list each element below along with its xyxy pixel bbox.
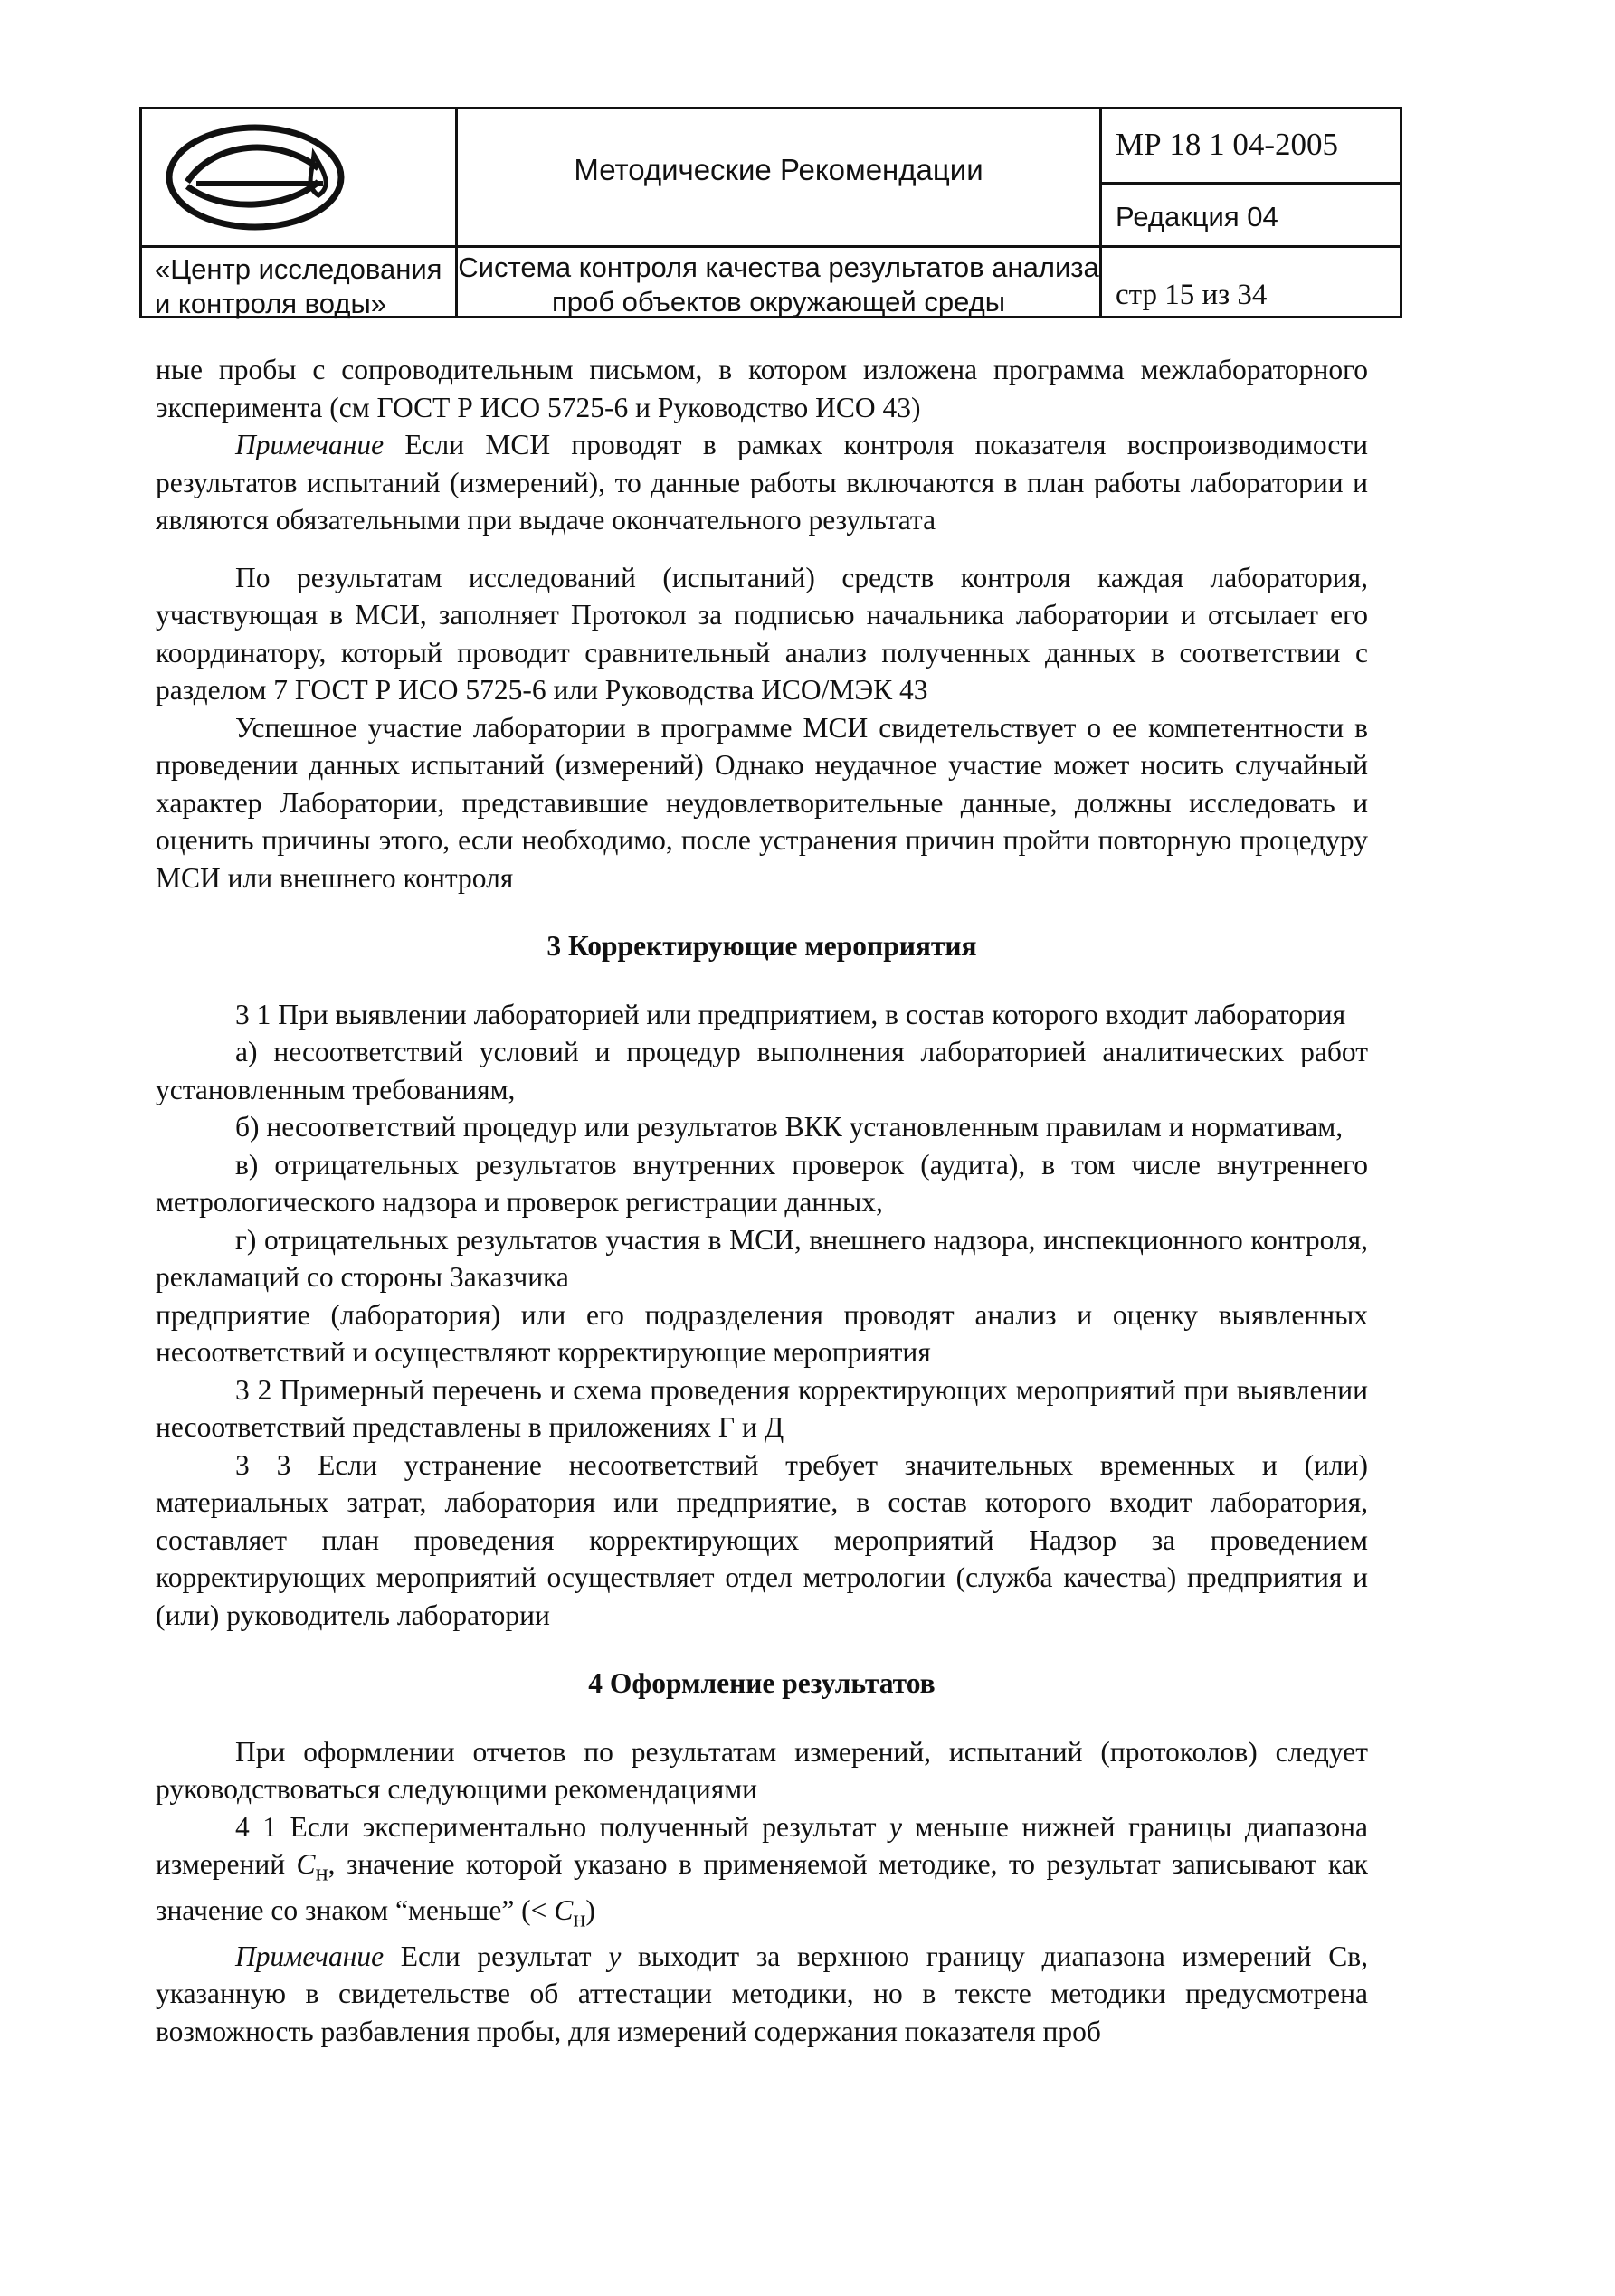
edition-label: Редакция 04 xyxy=(1116,201,1278,232)
text-run: выходит за верхнюю границу диапазона измерений Св, указанную в свидетельстве об аттестации методики, но в тексте методики предусмотрена возможность разбавления пробы, для измерений содержания показателя проб xyxy=(156,1940,1368,2047)
document-title-line: проб объектов окружающей среды xyxy=(551,286,1006,318)
section-heading: 3 Корректирующие мероприятия xyxy=(546,930,977,962)
page-number: стр 15 из 34 xyxy=(1116,279,1268,311)
variable-y: у xyxy=(889,1810,902,1843)
document-header-table xyxy=(139,107,1402,318)
note-text: Если МСИ проводят в рамках контроля показателя воспроизводимости результатов испытаний (измерений), то данные работы включаются в план работы лаборатории и являются обязательными при выдаче окончательного результата xyxy=(156,429,1368,536)
paragraph: 3 1 При выявлении лабораторией или предприятием, в состав которого входит лаборатория xyxy=(235,998,1346,1030)
text-run: Если результат xyxy=(384,1940,609,1972)
header-divider xyxy=(142,245,455,248)
text-run: ) xyxy=(585,1893,595,1926)
note-paragraph xyxy=(156,426,1368,539)
document-number: МР 18 1 04-2005 xyxy=(1116,127,1338,162)
paragraph: По результатам исследований (испытаний) средств контроля каждая лаборатория, участвующая в МСИ, заполняет Протокол за подписью начальника лаборатории и отсылает его координатору, который проводит сравнительный анализ полученных данных в соответствии с разделом 7 ГОСТ Р ИСО 5725-6 или Руководства ИСО/МЭК 43 xyxy=(156,561,1368,706)
paragraph: 3 3 Если устранение несоответствий требует значительных временных и (или) материальных затрат, лаборатория или предприятие, в состав которого входит лаборатория, составляет план проведения корректирующих мероприятий Надзор за проведением корректирующих мероприятий осуществляет отдел метрологии (служба качества) предприятия и (или) руководитель лаборатории xyxy=(156,1448,1368,1631)
variable-y: у xyxy=(608,1940,622,1972)
paragraph xyxy=(156,1808,1368,1938)
variable-c: С xyxy=(296,1848,316,1880)
header-divider xyxy=(1099,182,1400,185)
organization-line: и контроля воды» xyxy=(155,288,386,319)
note-paragraph xyxy=(156,1938,1368,2051)
organization-name xyxy=(155,252,442,321)
list-item: г) отрицательных результатов участия в МСИ, внешнего надзора, инспекционного контроля, рекламаций со стороны Заказчика xyxy=(156,1223,1368,1293)
document-type: Методические Рекомендации xyxy=(574,153,983,186)
organization-logo-icon xyxy=(160,119,368,236)
list-item: а) несоответствий условий и процедур выполнения лабораторией аналитических работ установленным требованиям, xyxy=(156,1036,1368,1105)
subscript: н xyxy=(315,1859,328,1886)
document-body xyxy=(156,351,1368,2050)
note-label: Примечание xyxy=(235,429,385,460)
paragraph: При оформлении отчетов по результатам измерений, испытаний (протоколов) следует руководствоваться следующими рекомендациями xyxy=(156,1735,1368,1805)
text-run: , значение которой указано в применяемой методике, то результат записывают как значение со знаком “меньше” (< xyxy=(156,1848,1368,1926)
paragraph: Успешное участие лаборатории в программе МСИ свидетельствует о ее компетентности в проведении данных испытаний (измерений) Однако неудачное участие может носить случайный характер Лаборатории, представившие неудовлетворительные данные, должны исследовать и оценить причины этого, если необходимо, после устранения причин пройти повторную процедуру МСИ или внешнего контроля xyxy=(156,711,1368,894)
subscript: н xyxy=(573,1905,586,1932)
note-label: Примечание xyxy=(235,1940,385,1972)
paragraph: 3 2 Примерный перечень и схема проведения корректирующих мероприятий при выявлении несоответствий представлены в приложениях Г и Д xyxy=(156,1373,1368,1443)
section-heading: 4 Оформление результатов xyxy=(588,1667,936,1699)
organization-line: «Центр исследования xyxy=(155,253,442,285)
header-divider xyxy=(1099,109,1102,316)
paragraph: предприятие (лаборатория) или его подразделения проводят анализ и оценку выявленных несоответствий и осуществляют корректирующие мероприятия xyxy=(156,1298,1368,1368)
text-run: меньше нижней границы диапазона измерений xyxy=(156,1810,1368,1880)
list-item: б) несоответствий процедур или результатов ВКК установленным правилам и нормативам, xyxy=(235,1111,1344,1143)
document-title xyxy=(458,251,1099,319)
paragraph: ные пробы с сопроводительным письмом, в котором изложена программа межлабораторного эксперимента (см ГОСТ Р ИСО 5725-6 и Руководство ИСО 43) xyxy=(156,354,1368,423)
variable-c: С xyxy=(554,1893,574,1926)
list-item: в) отрицательных результатов внутренних проверок (аудита), в том числе внутреннего метрологического надзора и проверок регистрации данных, xyxy=(156,1148,1368,1218)
header-divider xyxy=(455,245,1400,248)
text-run: 4 1 Если экспериментально полученный результат xyxy=(235,1810,889,1843)
document-title-line: Система контроля качества результатов анализа xyxy=(458,251,1099,283)
